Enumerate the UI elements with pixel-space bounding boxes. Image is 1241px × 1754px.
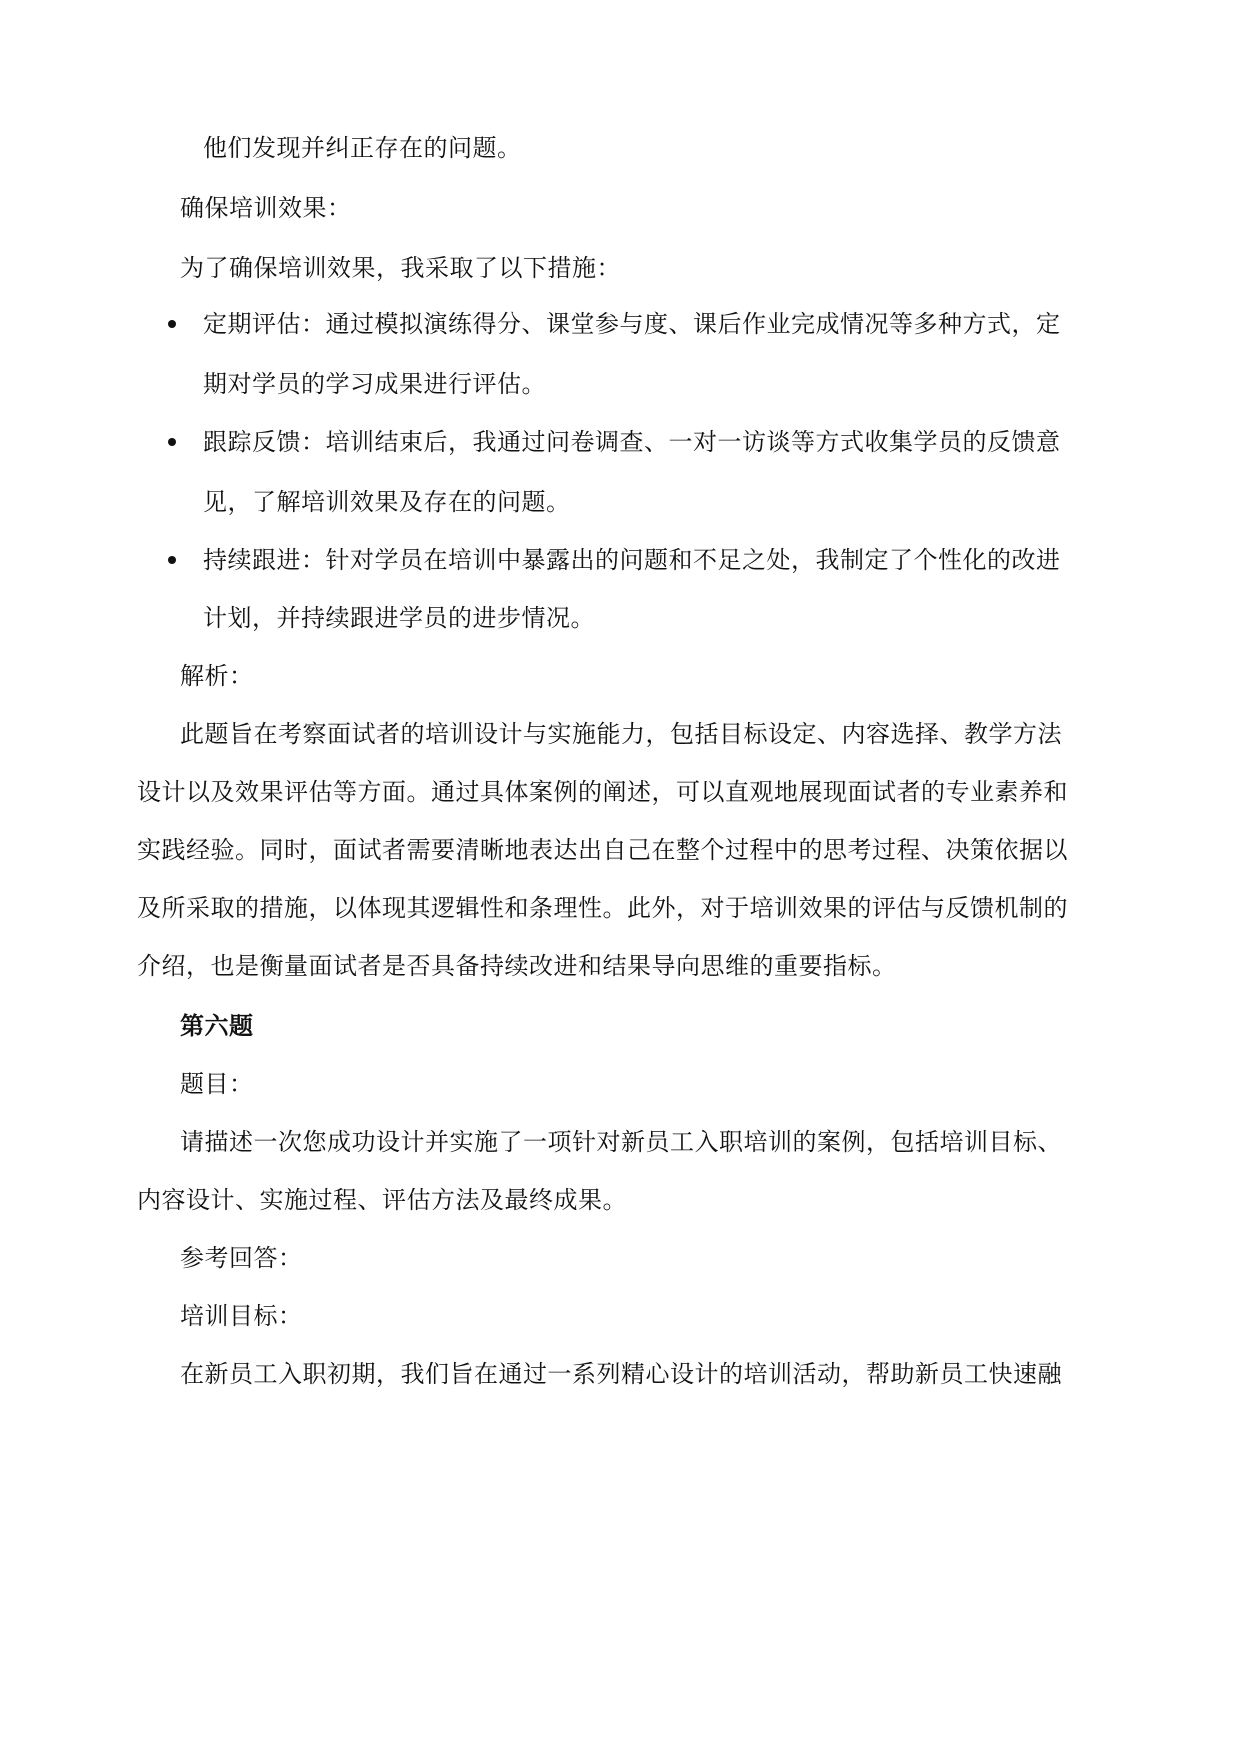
bullet-item-periodic-assessment: 定期评估：通过模拟演练得分、课堂参与度、课后作业完成情况等多种方式，定 <box>203 310 1061 338</box>
section-label-reference-answer: 参考回答： <box>180 1244 303 1272</box>
bullet-item-continuation: 见，了解培训效果及存在的问题。 <box>203 488 571 516</box>
paragraph-line: 在新员工入职初期，我们旨在通过一系列精心设计的培训活动，帮助新员工快速融 <box>180 1360 1062 1388</box>
paragraph-line: 他们发现并纠正存在的问题。 <box>203 134 522 162</box>
bullet-dot <box>168 320 176 328</box>
paragraph-line: 此题旨在考察面试者的培训设计与实施能力，包括目标设定、内容选择、教学方法 <box>180 720 1062 748</box>
bullet-item-tracking-feedback: 跟踪反馈：培训结束后，我通过问卷调查、一对一访谈等方式收集学员的反馈意 <box>203 428 1061 456</box>
bullet-item-continuous-followup: 持续跟进：针对学员在培训中暴露出的问题和不足之处，我制定了个性化的改进 <box>203 546 1061 574</box>
question-heading: 第六题 <box>180 1011 254 1040</box>
section-label-training-goal: 培训目标： <box>180 1302 303 1330</box>
section-label-ensure-effect: 确保培训效果： <box>180 194 352 222</box>
bullet-item-continuation: 计划，并持续跟进学员的进步情况。 <box>203 604 595 632</box>
paragraph-line: 为了确保培训效果，我采取了以下措施： <box>180 254 621 282</box>
section-label-analysis: 解析： <box>180 662 254 690</box>
section-label-question: 题目： <box>180 1070 254 1098</box>
bullet-dot <box>168 556 176 564</box>
paragraph-line: 请描述一次您成功设计并实施了一项针对新员工入职培训的案例，包括培训目标、 <box>180 1128 1062 1156</box>
paragraph-line: 实践经验。同时，面试者需要清晰地表达出自己在整个过程中的思考过程、决策依据以 <box>137 836 1068 864</box>
bullet-dot <box>168 438 176 446</box>
paragraph-line: 介绍，也是衡量面试者是否具备持续改进和结果导向思维的重要指标。 <box>137 952 897 980</box>
paragraph-line: 内容设计、实施过程、评估方法及最终成果。 <box>137 1186 627 1214</box>
bullet-item-continuation: 期对学员的学习成果进行评估。 <box>203 370 546 398</box>
paragraph-line: 及所采取的措施，以体现其逻辑性和条理性。此外，对于培训效果的评估与反馈机制的 <box>137 894 1068 922</box>
paragraph-line: 设计以及效果评估等方面。通过具体案例的阐述，可以直观地展现面试者的专业素养和 <box>137 778 1068 806</box>
